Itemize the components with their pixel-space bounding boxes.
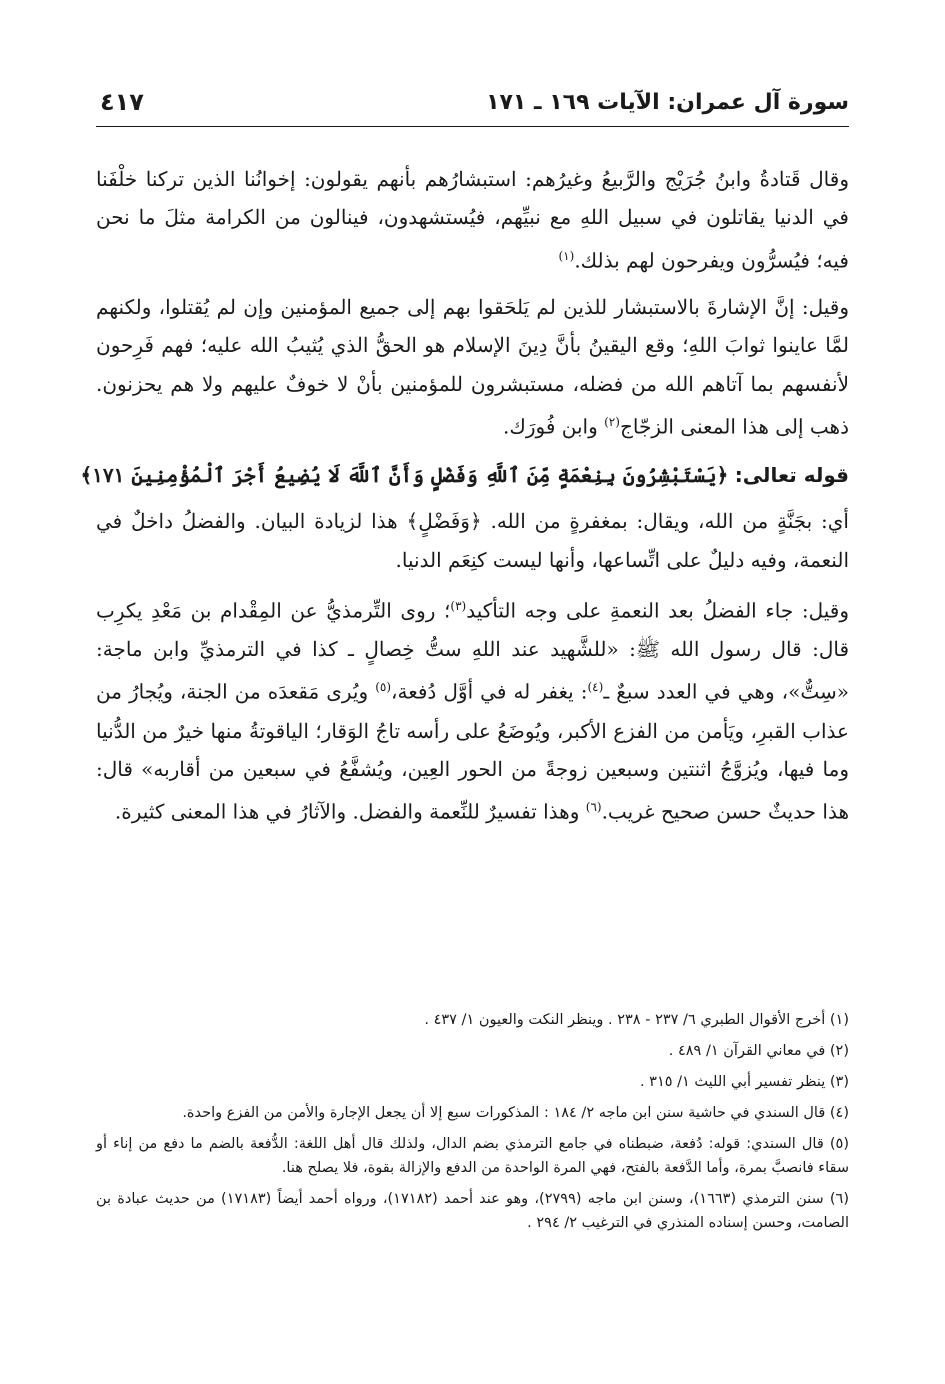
paragraph-text: وقيل: إنَّ الإشارةَ بالاستبشار للذين لم يَلحَقوا بهم إلى جميع المؤمنين وإن لم يُقتلوا، ولكنهم لمَّا عاينوا ثوابَ اللهِ؛ وقع اليقينُ بأنَّ دِينَ الإسلام هو الحقُّ الذي يُثيبُ الله عليه؛ فهم فَرِحون لأنفسهم بما آتاهم الله من فضله، مستبشرون للمؤمنين بأنْ لا خوفٌ عليهم ولا هم يحزنون. ذهب إلى هذا المعنى الزجّاج (96, 294, 849, 439)
paragraph (96, 160, 849, 280)
footnote-ref: (٦) (585, 800, 602, 815)
paragraph-text: وقيل: جاء الفضلُ بعد النعمةِ على وجه التأكيد (466, 598, 849, 623)
footnote: (٦) سنن الترمذي (١٦٦٣)، وسنن ابن ماجه (٢٧٩٩)، وهو عند أحمد (١٧١٨٢)، ورواه أحمد أيضاً (١٧١٨٣) من حديث عبادة بن الصامت، وحسن إسناده المنذري في الترغيب ٢/ ٢٩٤ . (96, 1191, 849, 1231)
footnote-ref: (٤) (587, 680, 604, 695)
footnote: (١) أخرج الأقوال الطبري ٦/ ٢٣٧ - ٢٣٨ . وينظر النكت والعيون ١/ ٤٣٧ . (424, 1012, 849, 1028)
footnote: (٥) قال السندي: قوله: دُفعة، ضبطناه في جامع الترمذي بضم الدال، ولذلك قال أهل اللغة: الدُّفعة بالضم ما دفع من إناء أو سقاء فانصبَّ بمرة، وأما الدَّفعة بالفتح، فهي المرة الواحدة من الدفع والإزالة بقوة، فلا يصلح هنا. (96, 1136, 849, 1176)
main-text (80, 160, 849, 839)
page-header (96, 86, 849, 127)
page-number: ٤١٧ (100, 88, 144, 116)
paragraph-text: وابن فُورَك. (502, 414, 605, 439)
verse-heading (80, 454, 849, 496)
quran-verse: ﴿يَسْتَبْشِرُونَ بِنِعْمَةٍ مِّنَ ٱللَّهِ وَفَضْلٍ وَأَنَّ ٱللَّهَ لَا يُضِيعُ أَجْرَ ٱلْمُؤْمِنِينَ ١٧١﴾ (80, 463, 729, 488)
footnote: (٣) ينظر تفسير أبي الليث ١/ ٣١٥ . (639, 1074, 849, 1090)
paragraph-text: : يغفر له في أوَّل دُفعة، (391, 680, 588, 705)
paragraph (96, 502, 849, 579)
footnote-ref: (٣) (450, 598, 467, 613)
verse-label: قوله تعالى: (734, 463, 849, 488)
paragraph-text: ؛ روى التِّرمذيُّ عن المِقْدام بن مَعْدِ يكرِب قال: قال رسول الله ﷺ: «للشَّهيد عند اللهِ ستُّ خِصالٍ ـ كذا في الترمذيِّ وابن ماجة: «سِتٌّ»، وهي في العدد سبعٌ ـ (96, 598, 849, 705)
paragraph-text: ويُرى مَقعدَه من الجنة، ويُجارُ من عذاب القبرِ، ويَأمن من الفزع الأكبر، ويُوضَعُ على رأسه تاجُ الوَقار؛ الياقوتةُ منها خيرٌ من الدُّنيا وما فيها، ويُزوَّجُ اثنتين وسبعين زوجةً من الحور العِين، ويُشفَّعُ في سبعين من أقاربه» قال: هذا حديثٌ حسن صحيح غريب. (96, 680, 849, 824)
paragraph (96, 288, 849, 446)
paragraph-text: أي: بجَنَّةٍ من الله، ويقال: بمغفرةٍ من الله. ﴿وَفَضْلٍ﴾ هذا لزيادة البيان. والفضلُ داخلٌ في النعمة، وفيه دليلٌ على اتِّساعها، وأنها ليست كنِعَم الدنيا. (96, 509, 849, 572)
footnote: (٢) في معاني القرآن ١/ ٤٨٩ . (668, 1043, 849, 1059)
footnote: (٤) قال السندي في حاشية سنن ابن ماجه ٢/ ١٨٤ : المذكورات سبع إلا أن يجعل الإجارة والأمن من الفزع واحدة. (182, 1105, 849, 1121)
footnote-ref: (٢) (604, 415, 620, 430)
running-title: سورة آل عمران: الآيات ١٦٩ ـ ١٧١ (486, 90, 849, 115)
footnotes (96, 1008, 849, 1242)
paragraph-text: وقال قَتادةُ وابنُ جُرَيْج والرَّبيعُ وغيرُهم: استبشارُهم بأنهم يقولون: إخوانُنا الذين تركنا خلْفَنا في الدنيا يقاتلون في سبيل اللهِ مع نبيِّهم، فيُستشهدون، فينالون من الكرامة مثلَ ما نحن فيه؛ فيُسرُّون ويفرحون لهم بذلك. (96, 167, 849, 273)
paragraph (96, 587, 849, 831)
footnote-ref: (٥) (375, 680, 392, 695)
footnote-ref: (١) (558, 248, 575, 263)
paragraph-text: وهذا تفسيرٌ للنِّعمة والفضل. والآثارُ في هذا المعنى كثيرة. (114, 799, 586, 824)
